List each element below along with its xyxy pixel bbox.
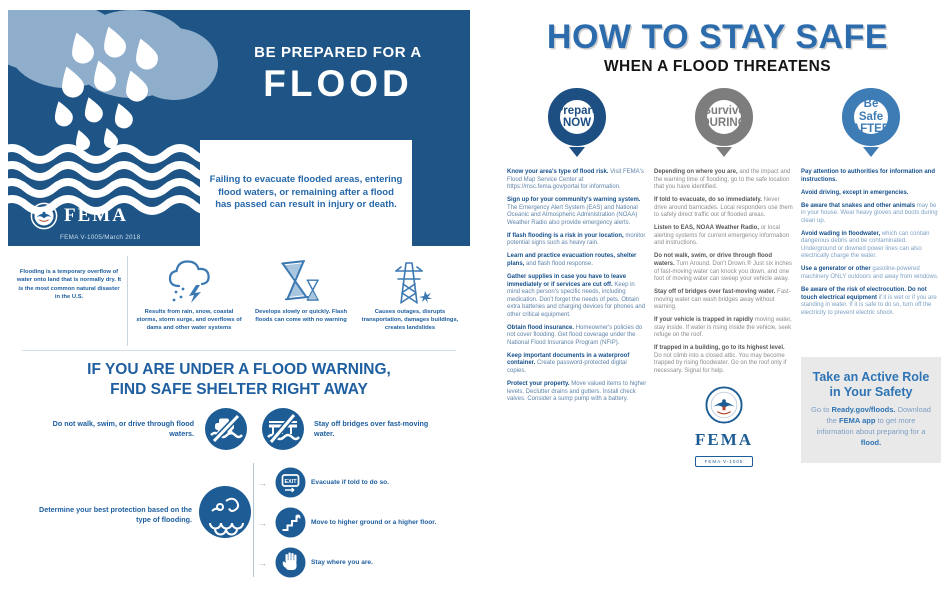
active-role-box [801, 357, 941, 462]
flood-facts-section [8, 250, 470, 352]
fact-causes [134, 258, 244, 332]
advice-item: Be aware of the risk of electrocution. Do not touch electrical equipment if it is wet or if you are standing in water. If it is safe to do so, turn off the electricity to prevent electric shock. [801, 287, 937, 316]
fact-speed [250, 258, 352, 324]
option-higher-ground [258, 507, 436, 538]
badge-survive-during [654, 76, 794, 157]
phase-badges-row [490, 76, 945, 157]
advice-item: Avoid wading in floodwater, which can contain dangerous debris and be contaminated. Underground or downed power lines can also electrically charge the water. [801, 230, 930, 260]
column-survive-during [654, 169, 794, 468]
advice-item: Gather supplies in case you have to leave immediately or if services are cut off. Keep in mind each person's specific needs, including medication. Don't forget the needs of pets. Obtain extra batteries and charging devices for phones and other critical equipment. [507, 274, 646, 318]
headline-line2: FIND SAFE SHELTER RIGHT AWAY [110, 381, 368, 399]
no-driving-flood-icon [204, 407, 248, 451]
advice-item: Sign up for your community's warning system. The Emergency Alert System (EAS) and National Oceanic and Atmospheric Administration (NOAA) Weather Radio also provide emergency alerts. [507, 197, 641, 226]
option-evacuate [258, 467, 389, 498]
fema-logo [30, 202, 128, 230]
column-be-safe-after [801, 169, 941, 468]
advice-item: Obtain flood insurance. Homeowner's policies do not cover flooding. Get flood coverage under the National Flood Insurance Program (NFIP). [507, 324, 643, 346]
power-tower-icon [384, 258, 436, 304]
badge-label-line2: DURING [701, 117, 747, 129]
fema-version-badge: FEMA V-1005 [695, 456, 754, 467]
left-page-flood-poster [8, 10, 470, 588]
rule-best-protection-text: Determine your best protection based on the type of flooding. [39, 505, 192, 525]
rule-no-bridges-text: Stay off bridges over fast-moving water. [314, 419, 429, 439]
exit-sign-icon [275, 467, 306, 498]
badge-prepare-now [507, 76, 647, 157]
option-label: Move to higher ground or a higher floor. [311, 519, 437, 526]
advice-item: Do not walk, swim, or drive through flood waters. Turn Around. Don't Drown.® Just six inches of fast-moving water can knock you down, and one foot of moving water can sweep your vehicle away. [654, 253, 792, 283]
option-label: Evacuate if told to do so. [311, 479, 390, 486]
badge-label-line2: NOW [562, 117, 592, 129]
no-bridge-icon [261, 407, 305, 451]
advice-item: Use a generator or other gasoline-powered machinery ONLY outdoors and away from windows. [801, 266, 939, 281]
warning-callout [200, 140, 412, 246]
advice-item: Avoid driving, except in emergencies. [801, 189, 909, 196]
hand-stop-icon [275, 547, 306, 578]
vertical-divider [127, 256, 128, 346]
advice-item: Protect your property. Move valued items to higher levels. Declutter drains and gutters. Install check valves. Consider a sump pump with a battery. [507, 381, 647, 403]
shelter-diagram [8, 405, 470, 585]
poster-title [214, 44, 462, 105]
down-arrow-icon [716, 147, 732, 157]
ready-gov-link-text: Ready.gov/floods. [831, 405, 896, 414]
exit-icon-text: EXIT [284, 479, 297, 485]
badge-label-line1: Survive [703, 104, 745, 117]
right-page-how-to-stay-safe [490, 10, 945, 588]
fact-impacts [356, 258, 464, 332]
advice-item: If told to evacuate, do so immediately. Never drive around barricades. Local responders use them to safely direct traffic out of flooded areas. [654, 197, 793, 219]
prepare-now-ring [548, 88, 606, 146]
dhs-seal-icon [30, 202, 58, 230]
advice-item: Depending on where you are, and the impact and the warning time of flooding, go to the safe location that you have identified. [654, 169, 791, 191]
hourglass-icon [275, 258, 327, 304]
fema-wordmark: FEMA [64, 205, 128, 226]
flood-warning-headline [8, 360, 470, 400]
advice-item: Keep important documents in a waterproof container. Create password-protected digital copies. [507, 352, 630, 375]
active-role-body: Go to Ready.gov/floods. Download the FEMA app to get more information about preparing for a flood. [811, 405, 931, 447]
rain-storm-icon [163, 258, 215, 304]
advice-item: Stay off of bridges over fast-moving water. Fast-moving water can wash bridges away without warning. [654, 289, 791, 311]
advice-item: Listen to EAS, NOAA Weather Radio, or local alerting systems for current emergency information and instructions. [654, 225, 790, 247]
rain-cloud-waves-graphic [8, 10, 228, 232]
poster-title-line1: BE PREPARED FOR A [254, 44, 422, 61]
survive-during-ring [695, 88, 753, 146]
branch-arrow-icon: → [258, 477, 267, 488]
fact-caption: Results from rain, snow, coastal storms, storm surge, and overflows of dams and other water systems [136, 309, 242, 332]
poster-title-line2: FLOOD [263, 63, 413, 104]
branch-arrow-icon: → [258, 557, 267, 568]
page-subtitle: WHEN A FLOOD THREATENS [604, 58, 831, 75]
stairs-icon [275, 507, 306, 538]
option-label: Stay where you are. [311, 559, 373, 566]
advice-item: Learn and practice evacuation routes, shelter plans, and flash flood response. [507, 253, 637, 267]
flood-definition-text: Flooding is a temporary overflow of water onto land that is normally dry. It is the most common natural disaster in the U.S. [16, 269, 122, 301]
warning-callout-text: Failing to evacuate flooded areas, entering flood waters, or remaining after a flood has passed can result in injury or death. [209, 174, 403, 211]
poster-header [8, 10, 470, 246]
rule-no-walk-text: Do not walk, swim, or drive through flood waters. [52, 419, 194, 439]
badge-label-line2: AFTER [851, 123, 891, 136]
badge-label-line1: Be Safe [858, 98, 884, 123]
fema-logo-block [654, 386, 794, 468]
down-arrow-icon [863, 147, 879, 157]
fema-app-text: FEMA app [839, 415, 876, 425]
branch-line [253, 463, 254, 577]
advice-item: If your vehicle is trapped in rapidly moving water, stay inside. If water is rising inside the vehicle, seek refuge on the roof. [654, 317, 792, 339]
be-safe-after-ring [842, 88, 900, 146]
advice-item: If trapped in a building, go to its highest level. Do not climb into a closed attic. You may become trapped by rising floodwater. Go on the roof only if necessary. Signal for help. [654, 345, 787, 375]
advice-columns [490, 169, 945, 468]
badge-be-safe-after [801, 76, 941, 157]
advice-item: Pay attention to authorities for information and instructions. [801, 169, 936, 183]
fema-wordmark: FEMA [694, 429, 754, 449]
advice-item: Be aware that snakes and other animals may be in your house. Wear heavy gloves and boots during clean up. [801, 202, 938, 224]
fact-caption: Develops slowly or quickly. Flash floods can come with no warning [254, 309, 348, 324]
page-title: HOW TO STAY SAFE [546, 18, 889, 56]
advice-item: Know your area's type of flood risk. Visit FEMA's Flood Map Service Center at https://msc.fema.gov/portal for information. [507, 169, 644, 191]
advice-item: If flash flooding is a risk in your location, monitor potential signs such as heavy rain. [507, 232, 646, 247]
down-arrow-icon [569, 147, 585, 157]
horizontal-divider [22, 350, 456, 351]
poster-version-text: FEMA V-1005/March 2018 [60, 234, 141, 241]
column-prepare-now [507, 169, 647, 468]
headline-line1: IF YOU ARE UNDER A FLOOD WARNING, [87, 361, 391, 378]
flood-type-icon [198, 485, 252, 539]
branch-arrow-icon: → [258, 517, 267, 528]
badge-label-line1: Prepare [555, 104, 599, 117]
option-stay [258, 547, 373, 578]
dhs-seal-icon [705, 386, 743, 424]
active-role-title: Take an Active Role in Your Safety [812, 370, 930, 399]
fact-caption: Causes outages, disrupts transportation, damages buildings, creates landslides [361, 309, 459, 332]
